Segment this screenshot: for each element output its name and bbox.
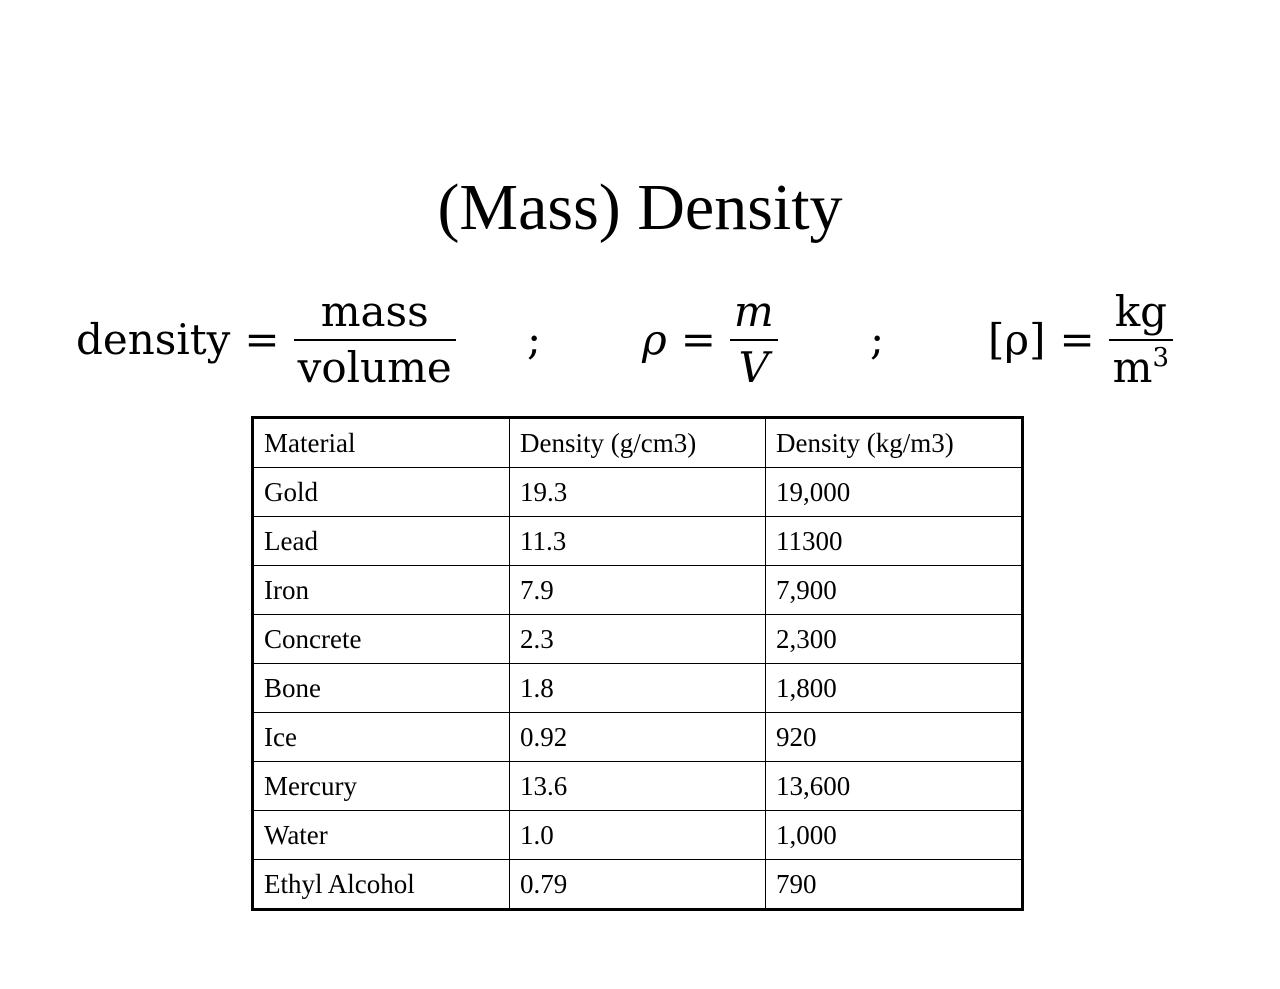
material-cell: Ethyl Alcohol [253,860,510,910]
formula-lhs-density: density [76,315,231,364]
density-kgm3-cell: 1,800 [766,664,1023,713]
material-cell: Ice [253,713,510,762]
fraction-denominator [1109,341,1173,393]
mass-over-volume-fraction [294,287,456,393]
unit-exponent: 3 [1152,342,1170,373]
table-row [253,468,1023,517]
equals-sign: = [680,315,716,364]
table-row [253,615,1023,664]
density-kgm3-cell: 13,600 [766,762,1023,811]
density-units-formula [988,282,1173,397]
table-row [253,566,1023,615]
formula-separator: ; [870,315,885,364]
density-gcm3-cell: 0.79 [510,860,766,910]
density-kgm3-cell: 7,900 [766,566,1023,615]
rho-symbol: ρ [642,315,667,364]
slide-title: (Mass) Density [437,171,843,244]
fraction-denominator: V [738,342,769,392]
density-symbol-formula [642,282,778,397]
density-kgm3-cell: 2,300 [766,615,1023,664]
table-row [253,713,1023,762]
equals-sign: = [244,315,280,364]
fraction-denominator: volume [297,342,452,392]
density-gcm3-cell: 13.6 [510,762,766,811]
kg-over-m3-fraction [1109,287,1173,393]
density-gcm3-cell: 0.92 [510,713,766,762]
density-kgm3-cell: 11300 [766,517,1023,566]
material-cell: Bone [253,664,510,713]
fraction-numerator: mass [320,286,429,336]
table-row [253,517,1023,566]
header-cell: Material [253,418,510,468]
material-cell: Water [253,811,510,860]
material-cell: Iron [253,566,510,615]
table-row [253,762,1023,811]
density-gcm3-cell: 2.3 [510,615,766,664]
density-kgm3-cell: 1,000 [766,811,1023,860]
table-row [253,811,1023,860]
rho-units-bracket: [ρ] [988,315,1046,364]
density-kgm3-cell: 790 [766,860,1023,910]
density-kgm3-cell: 19,000 [766,468,1023,517]
density-gcm3-cell: 19.3 [510,468,766,517]
table-row [253,664,1023,713]
equals-sign: = [1059,315,1095,364]
formula-row [0,282,1280,397]
unit-base: m [1112,342,1153,392]
material-cell: Concrete [253,615,510,664]
density-kgm3-cell: 920 [766,713,1023,762]
material-cell: Gold [253,468,510,517]
header-cell: Density (kg/m3) [766,418,1023,468]
density-gcm3-cell: 1.8 [510,664,766,713]
fraction-numerator: m [733,286,774,336]
material-cell: Lead [253,517,510,566]
fraction-numerator: kg [1114,286,1168,336]
density-gcm3-cell: 7.9 [510,566,766,615]
table-row [253,860,1023,910]
m-over-v-fraction [730,287,778,393]
density-word-formula [76,282,456,397]
header-cell: Density (g/cm3) [510,418,766,468]
formula-separator: ; [527,315,542,364]
material-cell: Mercury [253,762,510,811]
table-header-row [253,418,1023,468]
density-gcm3-cell: 11.3 [510,517,766,566]
density-gcm3-cell: 1.0 [510,811,766,860]
density-table [251,416,1024,911]
